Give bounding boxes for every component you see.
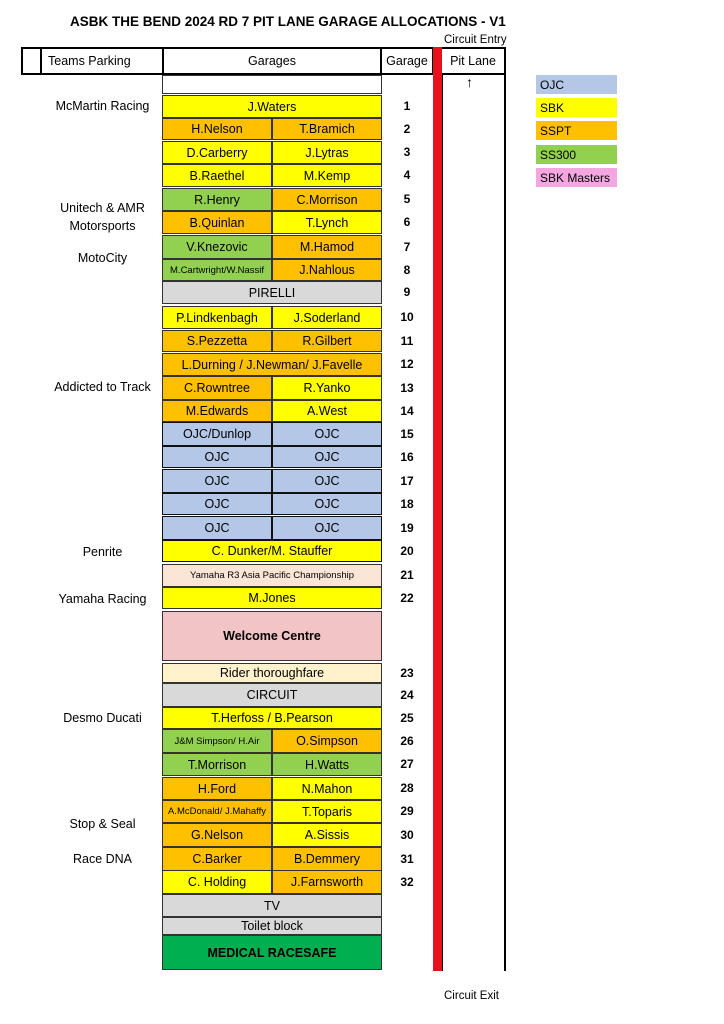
garage-number: 17 — [400, 473, 414, 488]
garage-cell: T.Lynch — [272, 211, 382, 234]
garage-cell: T.Herfoss / B.Pearson — [162, 707, 382, 729]
garage-number: 25 — [400, 710, 414, 725]
team-label: Unitech & AMR Motorsports — [60, 201, 145, 233]
garage-cell: J.Nahlous — [272, 259, 382, 281]
garage-cell: O.Simpson — [272, 729, 382, 753]
legend-item: SBK — [536, 98, 617, 117]
circuit-exit-label: Circuit Exit — [444, 990, 499, 1002]
garage-row — [162, 516, 382, 540]
garage-cell: OJC — [272, 469, 382, 493]
garage-cell: OJC — [162, 516, 272, 540]
pit-lane-left-line — [442, 75, 443, 971]
garage-row — [162, 847, 382, 871]
legend-item: SSPT — [536, 121, 617, 140]
garage-number: 30 — [400, 827, 414, 842]
garage-cell: OJC — [272, 446, 382, 468]
garage-cell: M.Hamod — [272, 235, 382, 259]
garage-cell: R.Henry — [162, 188, 272, 211]
garage-number: 28 — [400, 781, 414, 795]
garage-cell: OJC/Dunlop — [162, 422, 272, 446]
garage-row — [162, 683, 382, 707]
garage-number: 16 — [400, 449, 414, 464]
garage-number: 10 — [400, 310, 414, 324]
garage-row — [162, 729, 382, 753]
garage-cell: N.Mahon — [272, 777, 382, 800]
team-label: McMartin Racing — [55, 99, 150, 113]
header-teams-parking-label: Teams Parking — [48, 54, 131, 68]
garage-row — [162, 540, 382, 562]
garage-number: 15 — [400, 426, 414, 441]
garage-number: 23 — [400, 665, 414, 680]
garage-cell: TV — [162, 894, 382, 917]
garage-cell: R.Gilbert — [272, 330, 382, 352]
garage-row — [162, 188, 382, 211]
garage-row — [162, 800, 382, 823]
garage-row — [162, 446, 382, 468]
garage-row — [162, 564, 382, 587]
garage-row — [162, 777, 382, 800]
garage-cell — [162, 75, 382, 94]
garage-cell: S.Pezzetta — [162, 330, 272, 352]
garage-cell: J.Lytras — [272, 141, 382, 164]
garage-number: 22 — [400, 590, 414, 605]
garage-cell: A.Sissis — [272, 823, 382, 847]
garage-cell: C.Rowntree — [162, 376, 272, 400]
garage-row — [162, 330, 382, 352]
garage-cell: Toilet block — [162, 917, 382, 935]
garage-number: 24 — [400, 687, 414, 702]
garage-cell: H.Watts — [272, 753, 382, 776]
garage-row — [162, 376, 382, 400]
header-garage — [380, 47, 434, 75]
garage-cell: H.Ford — [162, 777, 272, 800]
garage-row — [162, 935, 382, 970]
garage-number: 9 — [403, 285, 411, 299]
garage-number: 8 — [403, 262, 411, 277]
garage-row — [162, 353, 382, 376]
circuit-entry-label: Circuit Entry — [444, 34, 507, 46]
garage-cell: V.Knezovic — [162, 235, 272, 259]
garage-row — [162, 753, 382, 776]
garage-number: 3 — [403, 145, 411, 159]
header-pit-lane — [440, 47, 506, 75]
garage-row — [162, 75, 382, 94]
garage-cell: M.Kemp — [272, 164, 382, 187]
garage-number: 6 — [403, 215, 411, 229]
garage-row — [162, 259, 382, 281]
garage-row — [162, 917, 382, 935]
garage-row — [162, 141, 382, 164]
garage-number: 11 — [400, 333, 414, 348]
garage-cell: T.Bramich — [272, 118, 382, 140]
garage-cell: A.McDonald/ J.Mahaffy — [162, 800, 272, 823]
garage-cell: C. Holding — [162, 870, 272, 894]
garage-cell: OJC — [162, 446, 272, 468]
garage-number: 7 — [403, 239, 411, 254]
garage-number: 18 — [400, 496, 414, 511]
garage-row — [162, 118, 382, 140]
pit-wall-bar — [433, 47, 442, 971]
garage-cell: Rider thoroughfare — [162, 663, 382, 683]
header-garage-label: Garage — [386, 54, 428, 68]
team-label: Addicted to Track — [54, 380, 151, 394]
team-label: Stop & Seal — [69, 817, 136, 831]
garage-number: 13 — [400, 380, 414, 395]
garage-number: 1 — [403, 99, 411, 113]
garage-cell: T.Morrison — [162, 753, 272, 776]
garage-cell: P.Lindkenbagh — [162, 306, 272, 329]
garage-row — [162, 663, 382, 683]
garage-cell: J.Soderland — [272, 306, 382, 329]
page-title: ASBK THE BEND 2024 RD 7 PIT LANE GARAGE ALLOCATIONS - V1 — [70, 14, 506, 29]
garage-number: 5 — [403, 192, 411, 206]
garage-row — [162, 164, 382, 187]
header-garages-label: Garages — [248, 54, 296, 68]
team-label: Penrite — [82, 545, 123, 559]
garage-cell: G.Nelson — [162, 823, 272, 847]
garage-cell: OJC — [272, 493, 382, 515]
garage-cell: M.Cartwright/W.Nassif — [162, 259, 272, 281]
garage-number: 14 — [400, 403, 414, 418]
garage-number: 27 — [400, 757, 414, 771]
header-blank-cell — [21, 47, 42, 75]
garage-cell: H.Nelson — [162, 118, 272, 140]
garage-cell: MEDICAL RACESAFE — [162, 935, 382, 970]
team-label: Desmo Ducati — [63, 711, 142, 725]
garage-row — [162, 707, 382, 729]
garage-number: 19 — [400, 520, 414, 535]
garage-cell: Welcome Centre — [162, 611, 382, 661]
garage-cell: OJC — [272, 516, 382, 540]
garage-number: 26 — [400, 733, 414, 748]
garage-row — [162, 469, 382, 493]
garage-cell: R.Yanko — [272, 376, 382, 400]
garage-number: 2 — [403, 121, 411, 136]
garage-number: 29 — [400, 804, 414, 818]
garage-row — [162, 95, 382, 118]
garage-cell: C. Dunker/M. Stauffer — [162, 540, 382, 562]
garage-cell: T.Toparis — [272, 800, 382, 823]
header-teams-parking — [40, 47, 164, 75]
header-pit-lane-label: Pit Lane — [450, 54, 496, 68]
garage-row — [162, 281, 382, 304]
pit-lane-right-line — [504, 75, 506, 971]
garage-row — [162, 823, 382, 847]
garage-cell: CIRCUIT — [162, 683, 382, 707]
team-label: Yamaha Racing — [58, 592, 147, 606]
garage-number: 21 — [400, 568, 414, 582]
garage-cell: B.Raethel — [162, 164, 272, 187]
legend-item: SBK Masters — [536, 168, 617, 187]
garage-row — [162, 493, 382, 515]
garage-cell: M.Jones — [162, 587, 382, 609]
garage-row — [162, 870, 382, 894]
garage-cell: D.Carberry — [162, 141, 272, 164]
garage-cell: OJC — [272, 422, 382, 446]
garage-number: 4 — [403, 168, 411, 182]
garage-row — [162, 306, 382, 329]
garage-cell: J.Farnsworth — [272, 870, 382, 894]
arrow-up-icon: ↑ — [466, 74, 473, 90]
garage-cell: OJC — [162, 493, 272, 515]
header-garages — [162, 47, 382, 75]
garage-row — [162, 235, 382, 259]
garage-row — [162, 211, 382, 234]
legend-item: OJC — [536, 75, 617, 94]
garage-row — [162, 587, 382, 609]
garage-cell: L.Durning / J.Newman/ J.Favelle — [162, 353, 382, 376]
garage-cell: B.Demmery — [272, 847, 382, 871]
garage-row — [162, 894, 382, 917]
garage-cell: Yamaha R3 Asia Pacific Championship — [162, 564, 382, 587]
team-label: Race DNA — [72, 852, 133, 866]
garage-number: 32 — [400, 874, 414, 889]
legend-item: SS300 — [536, 145, 617, 164]
garage-row — [162, 400, 382, 422]
garage-cell: C.Morrison — [272, 188, 382, 211]
garage-cell: C.Barker — [162, 847, 272, 871]
garage-cell: B.Quinlan — [162, 211, 272, 234]
garage-cell: A.West — [272, 400, 382, 422]
garage-cell: OJC — [162, 469, 272, 493]
garage-number: 31 — [400, 851, 414, 866]
garage-cell: PIRELLI — [162, 281, 382, 304]
garage-row — [162, 422, 382, 446]
garage-cell: M.Edwards — [162, 400, 272, 422]
garage-cell: J&M Simpson/ H.Air — [162, 729, 272, 753]
garage-number: 12 — [400, 357, 414, 371]
team-label: MotoCity — [77, 251, 128, 265]
garage-number: 20 — [400, 543, 414, 558]
garage-row — [162, 611, 382, 661]
garage-cell: J.Waters — [162, 95, 382, 118]
